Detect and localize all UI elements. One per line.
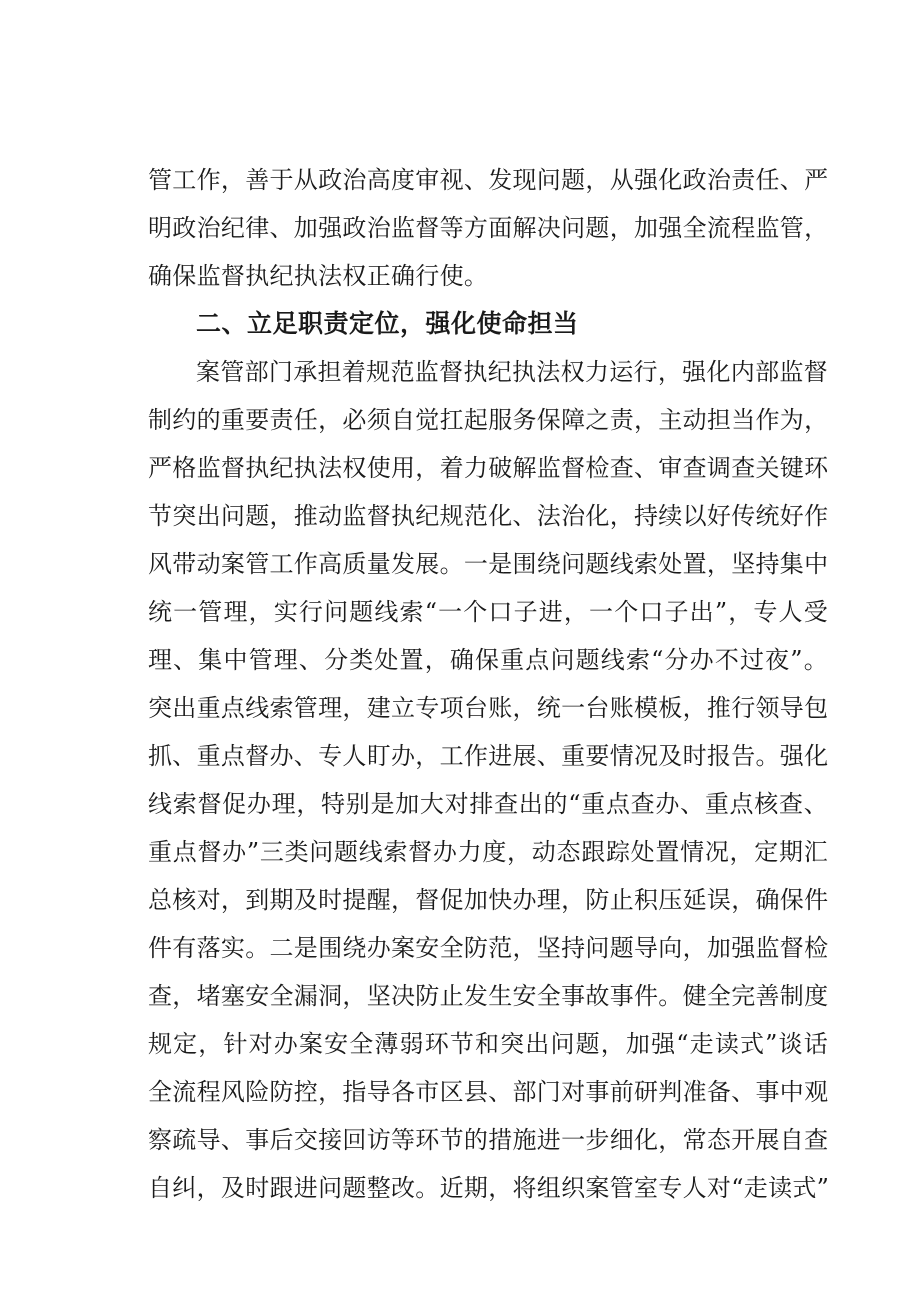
- document-page: [148, 156, 828, 1212]
- body-line-14: 查，堵塞安全漏洞，坚决防止发生安全事故事件。健全完善制度: [148, 982, 829, 1010]
- body-line-1: 案管部门承担着规范监督执纪执法权力运行，强化内部监督: [196, 358, 828, 386]
- body-line-6: 统一管理，实行问题线索“一个口子进，一个口子出”，专人受: [148, 598, 828, 626]
- body-line-2: 制约的重要责任，必须自觉扛起服务保障之责，主动担当作为，: [148, 406, 829, 434]
- body-line-4: 节突出问题，推动监督执纪规范化、法治化，持续以好传统好作: [148, 502, 829, 530]
- body-line-16: 全流程风险防控，指导各市区县、部门对事前研判准备、事中观: [148, 1078, 829, 1106]
- body-line-3: 严格监督执纪执法权使用，着力破解监督检查、审查调查关键环: [148, 454, 829, 482]
- body-line-10: 线索督促办理，特别是加大对排查出的“重点查办、重点核查、: [148, 790, 828, 818]
- body-line-7: 理、集中管理、分类处置，确保重点问题线索“分办不过夜”。: [148, 646, 828, 674]
- body-line-18: 自纠，及时跟进问题整改。近期，将组织案管室专人对“走读式”: [148, 1174, 830, 1202]
- body-line-13: 件有落实。二是围绕办案安全防范，坚持问题导向，加强监督检: [148, 934, 829, 962]
- section-heading: 二、立足职责定位，强化使命担当: [196, 309, 579, 338]
- intro-line-3: 确保监督执纪执法权正确行使。: [148, 262, 489, 290]
- body-line-11: 重点督办”三类问题线索督办力度，动态跟踪处置情况，定期汇: [148, 838, 828, 866]
- body-line-12: 总核对，到期及时提醒，督促加快办理，防止积压延误，确保件: [148, 886, 829, 914]
- intro-line-2: 明政治纪律、加强政治监督等方面解决问题，加强全流程监管，: [148, 214, 829, 242]
- body-line-5: 风带动案管工作高质量发展。一是围绕问题线索处置，坚持集中: [148, 550, 829, 578]
- body-line-8: 突出重点线索管理，建立专项台账，统一台账模板，推行领导包: [148, 694, 829, 722]
- body-line-15: 规定，针对办案安全薄弱环节和突出问题，加强“走读式”谈话: [148, 1030, 828, 1058]
- intro-line-1: 管工作，善于从政治高度审视、发现问题，从强化政治责任、严: [148, 166, 829, 194]
- body-line-9: 抓、重点督办、专人盯办，工作进展、重要情况及时报告。强化: [148, 742, 829, 770]
- body-line-17: 察疏导、事后交接回访等环节的措施进一步细化，常态开展自查: [148, 1126, 829, 1154]
